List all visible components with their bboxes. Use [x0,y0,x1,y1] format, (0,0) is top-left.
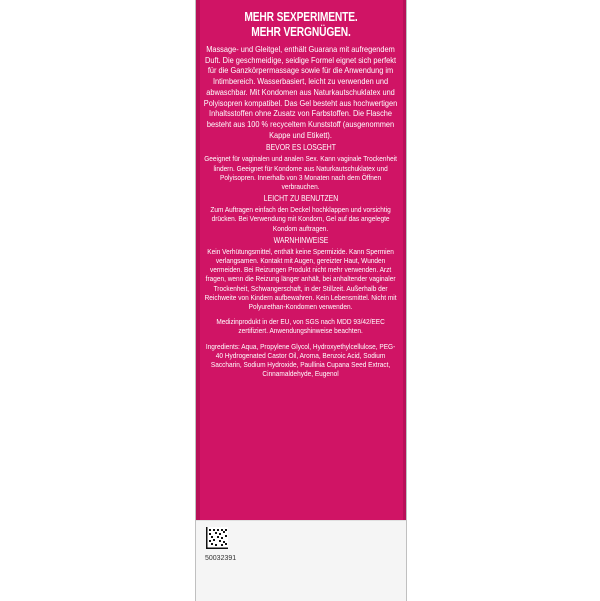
box-left-fold [196,0,200,520]
panel-text-content [204,10,398,378]
section-text-warnings: Kein Verhütungsmittel, enthält keine Spermizide. Kann Spermien verlangsamen. Kontakt mit Augen, gereizter Haut, Wunden vermeiden. Bei Reizungen Produkt nicht mehr verwenden. Arzt fragen, wenn die Reizung länger anhält, bei anhaltender vaginaler Trockenheit, Schwangerschaft, in der Stillzeit. Außerhalb der Reichweite von Kindern aufbewahren. Kein Lebensmittel. Nicht mit Polyurethan-Kondomen verwenden. [205,246,397,311]
section-title-warnings: WARNHINWEISE [273,235,329,245]
datamatrix-code-icon [206,527,228,549]
section-title-usage: LEICHT ZU BENUTZEN [263,194,339,204]
headline-line-1: MEHR SEXPERIMENTE. [244,10,358,24]
product-description: Massage- und Gleitgel, enthält Guarana mit aufregendem Duft. Die geschmeidige, seidige Formel eignet sich perfekt für die Ganzkörpermassage sowie für die Anwendung im Intimbereich. Wasserbasiert, leicht zu verwenden und abwaschbar. Mit Kondomen aus Naturkautschuklatex und Polyisopren kompatibel. Das Gel besteht aus hochwertigen Inhaltsstoffen ohne Zusatz von Farbstoffen. Die Flasche besteht aus 100 % recyceltem Kunststoff (ausgenommen Kappe und Etikett). [204,44,398,140]
section-title-before: BEVOR ES LOSGEHT [266,143,336,153]
product-code: 50032391 [205,555,237,562]
section-text-usage: Zum Auftragen einfach den Deckel hochklappen und vorsichtig drücken. Bei Verwendung mit Kondom, Gel auf das angelegte Kondom auftragen. [210,205,392,233]
headline-line-2: MEHR VERGNÜGEN. [251,25,351,39]
product-box-back-panel [196,0,406,600]
headline [221,10,380,40]
box-right-fold [403,0,406,520]
medical-device-note: Medizinprodukt in der EU, von SGS nach MDD 93/42/EEC zertifiziert. Anwendungshinweise beachten. [216,317,386,336]
barcode-band [196,520,406,601]
ingredients-list: Ingredients: Aqua, Propylene Glycol, Hydroxyethylcellulose, PEG-40 Hydrogenated Castor Oil, Aroma, Benzoic Acid, Sodium Saccharin, Sodium Hydroxide, Paullinia Cupana Seed Extract, Cinnamaldehyde, Eugenol [206,341,396,379]
section-text-before: Geeignet für vaginalen und analen Sex. Kann vaginale Trockenheit lindern. Geeignet für Kondome aus Naturkautschuklatex und Polyisopren. Innerhalb von 3 Monaten nach dem Öffnen verbrauchen. [204,154,398,191]
